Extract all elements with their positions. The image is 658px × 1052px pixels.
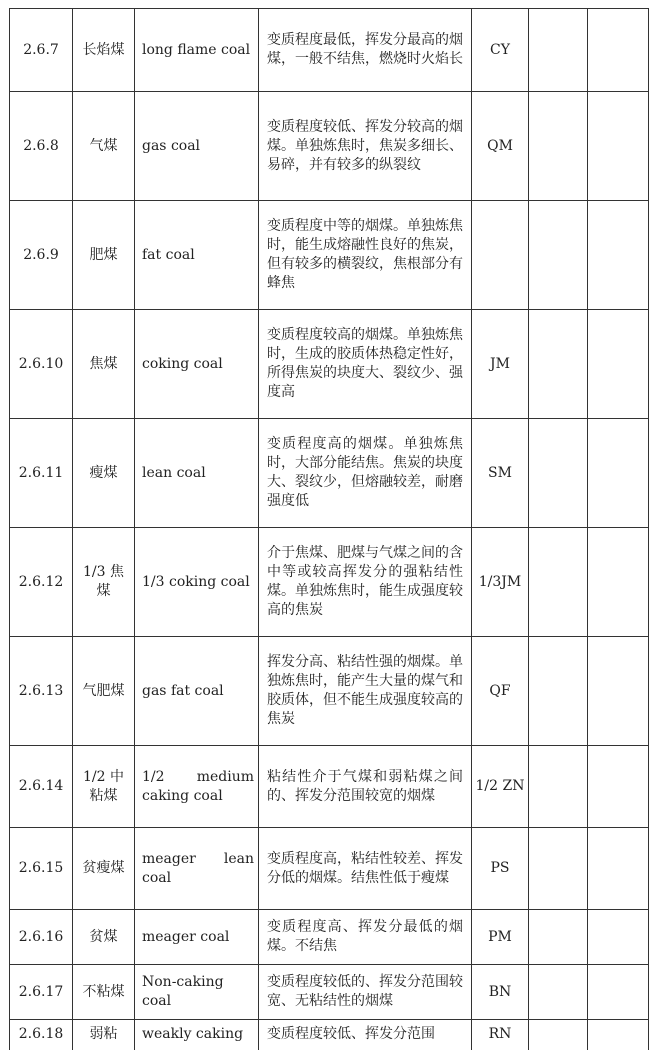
- empty-cell: [529, 201, 588, 310]
- empty-cell: [529, 528, 588, 637]
- definition-cell: 变质程度高，粘结性较差、挥发分低的烟煤。结焦性低于瘦煤: [259, 828, 472, 910]
- chinese-term-cell: 肥煤: [73, 201, 135, 310]
- term-number-cell: 2.6.12: [10, 528, 73, 637]
- empty-cell: [529, 637, 588, 746]
- table-row: [10, 910, 649, 965]
- definition-cell: 变质程度最低，挥发分最高的烟煤，一般不结焦，燃烧时火焰长: [259, 9, 472, 92]
- english-term-cell: meager lean coal: [135, 828, 259, 910]
- chinese-term-cell: 瘦煤: [73, 419, 135, 528]
- term-number-cell: 2.6.11: [10, 419, 73, 528]
- empty-cell: [588, 637, 649, 746]
- code-cell: CY: [472, 9, 529, 92]
- empty-cell: [529, 419, 588, 528]
- empty-cell: [588, 201, 649, 310]
- english-term-cell: long flame coal: [135, 9, 259, 92]
- code-cell: SM: [472, 419, 529, 528]
- definition-cell: 变质程度中等的烟煤。单独炼焦时，能生成熔融性良好的焦炭，但有较多的横裂纹，焦根部分有蜂焦: [259, 201, 472, 310]
- term-number-cell: 2.6.15: [10, 828, 73, 910]
- term-number-cell: 2.6.14: [10, 746, 73, 828]
- empty-cell: [529, 965, 588, 1020]
- table-body: [10, 9, 649, 1050]
- empty-cell: [588, 965, 649, 1020]
- definition-cell: 变质程度较低的、挥发分范围较宽、无粘结性的烟煤: [259, 965, 472, 1020]
- empty-cell: [529, 1020, 588, 1050]
- coal-terms-table: [9, 8, 649, 1050]
- table-row: [10, 828, 649, 910]
- chinese-term-cell: 1/2 中粘煤: [73, 746, 135, 828]
- english-term-cell: gas coal: [135, 92, 259, 201]
- term-number-cell: 2.6.13: [10, 637, 73, 746]
- code-cell: PS: [472, 828, 529, 910]
- code-cell: QM: [472, 92, 529, 201]
- term-number-cell: 2.6.10: [10, 310, 73, 419]
- chinese-term-cell: 弱粘: [73, 1020, 135, 1050]
- chinese-term-cell: 焦煤: [73, 310, 135, 419]
- term-number-cell: 2.6.16: [10, 910, 73, 965]
- definition-cell: 变质程度较高的烟煤。单独炼焦时，生成的胶质体热稳定性好，所得焦炭的块度大、裂纹少、强度高: [259, 310, 472, 419]
- empty-cell: [588, 746, 649, 828]
- empty-cell: [588, 9, 649, 92]
- definition-cell: 变质程度较低、挥发分较高的烟煤。单独炼焦时，焦炭多细长、易碎，并有较多的纵裂纹: [259, 92, 472, 201]
- english-term-cell: Non-caking coal: [135, 965, 259, 1020]
- term-number-cell: 2.6.17: [10, 965, 73, 1020]
- code-cell: PM: [472, 910, 529, 965]
- definition-cell: 粘结性介于气煤和弱粘煤之间的、挥发分范围较宽的烟煤: [259, 746, 472, 828]
- term-number-cell: 2.6.7: [10, 9, 73, 92]
- table-row: [10, 965, 649, 1020]
- chinese-term-cell: 长焰煤: [73, 9, 135, 92]
- english-term-cell: lean coal: [135, 419, 259, 528]
- empty-cell: [529, 746, 588, 828]
- code-cell: 1/2 ZN: [472, 746, 529, 828]
- empty-cell: [588, 310, 649, 419]
- empty-cell: [588, 528, 649, 637]
- chinese-term-cell: 气煤: [73, 92, 135, 201]
- chinese-term-cell: 贫瘦煤: [73, 828, 135, 910]
- empty-cell: [529, 910, 588, 965]
- term-number-cell: 2.6.9: [10, 201, 73, 310]
- table-row: [10, 746, 649, 828]
- english-term-cell: gas fat coal: [135, 637, 259, 746]
- definition-cell: 介于焦煤、肥煤与气煤之间的含中等或较高挥发分的强粘结性煤。单独炼焦时，能生成强度较高的焦炭: [259, 528, 472, 637]
- english-term-cell: fat coal: [135, 201, 259, 310]
- table-row: [10, 528, 649, 637]
- definition-cell: 变质程度高、挥发分最低的烟煤。不结焦: [259, 910, 472, 965]
- table-row: [10, 9, 649, 92]
- table-row: [10, 201, 649, 310]
- empty-cell: [529, 9, 588, 92]
- english-term-cell: 1/2 medium caking coal: [135, 746, 259, 828]
- chinese-term-cell: 不粘煤: [73, 965, 135, 1020]
- code-cell: BN: [472, 965, 529, 1020]
- code-cell: [472, 201, 529, 310]
- code-cell: RN: [472, 1020, 529, 1050]
- empty-cell: [588, 92, 649, 201]
- empty-cell: [588, 1020, 649, 1050]
- chinese-term-cell: 1/3 焦煤: [73, 528, 135, 637]
- code-cell: 1/3JM: [472, 528, 529, 637]
- definition-cell: 变质程度高的烟煤。单独炼焦时，大部分能结焦。焦炭的块度大、裂纹少，但熔融较差，耐磨强度低: [259, 419, 472, 528]
- empty-cell: [529, 828, 588, 910]
- table-row: [10, 1020, 649, 1050]
- empty-cell: [588, 910, 649, 965]
- term-number-cell: 2.6.18: [10, 1020, 73, 1050]
- definition-cell: 变质程度较低、挥发分范围: [259, 1020, 472, 1050]
- empty-cell: [529, 92, 588, 201]
- english-term-cell: coking coal: [135, 310, 259, 419]
- code-cell: QF: [472, 637, 529, 746]
- table-row: [10, 310, 649, 419]
- chinese-term-cell: 贫煤: [73, 910, 135, 965]
- chinese-term-cell: 气肥煤: [73, 637, 135, 746]
- table-row: [10, 419, 649, 528]
- english-term-cell: meager coal: [135, 910, 259, 965]
- english-term-cell: 1/3 coking coal: [135, 528, 259, 637]
- empty-cell: [588, 419, 649, 528]
- term-number-cell: 2.6.8: [10, 92, 73, 201]
- code-cell: JM: [472, 310, 529, 419]
- definition-cell: 挥发分高、粘结性强的烟煤。单独炼焦时，能产生大量的煤气和胶质体，但不能生成强度较高的焦炭: [259, 637, 472, 746]
- empty-cell: [588, 828, 649, 910]
- english-term-cell: weakly caking: [135, 1020, 259, 1050]
- table-row: [10, 92, 649, 201]
- table-row: [10, 637, 649, 746]
- empty-cell: [529, 310, 588, 419]
